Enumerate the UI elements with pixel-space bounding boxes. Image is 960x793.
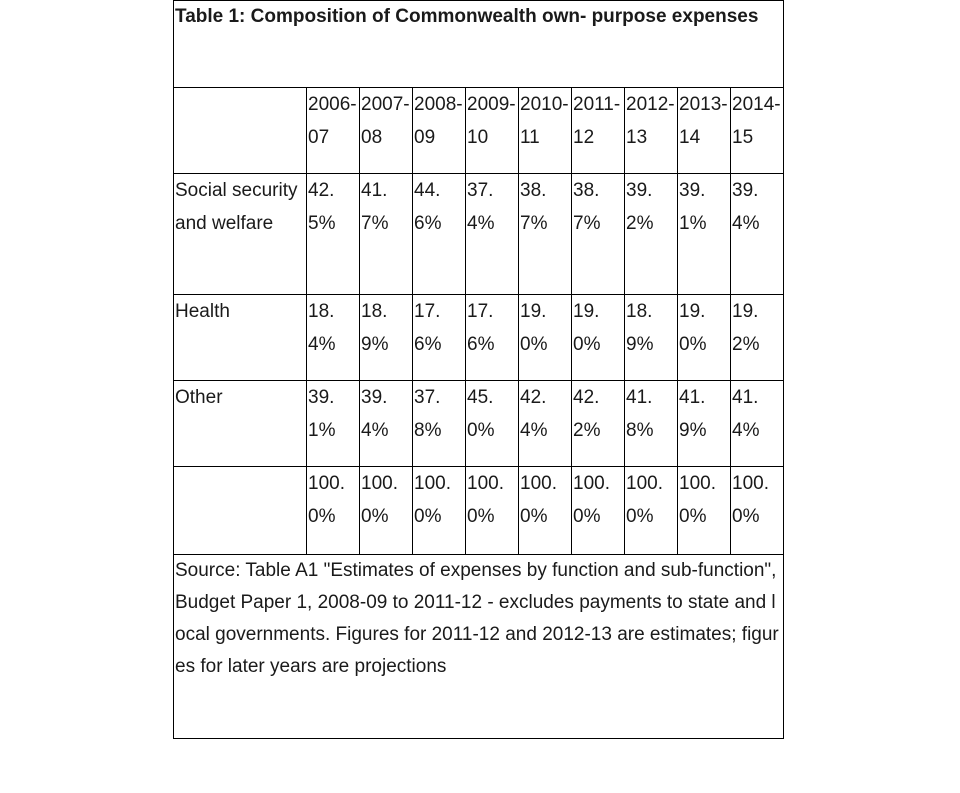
value-cell: 100.0% xyxy=(731,467,784,555)
value-cell: 41.4% xyxy=(731,381,784,467)
value-cell: 39.1% xyxy=(678,174,731,295)
value-cell: 100.0% xyxy=(413,467,466,555)
value-cell: 19.0% xyxy=(519,295,572,381)
value-cell: 19.0% xyxy=(678,295,731,381)
table-row-total xyxy=(174,467,784,555)
expenses-composition-table xyxy=(173,0,784,739)
row-label: Other xyxy=(174,381,307,467)
value-cell: 37.8% xyxy=(413,381,466,467)
table-row-other xyxy=(174,381,784,467)
row-label xyxy=(174,467,307,555)
row-label-text: Social security and welfare xyxy=(175,180,298,234)
year-header: 2006-07 xyxy=(307,88,360,174)
value-cell: 100.0% xyxy=(519,467,572,555)
value-cell: 17.6% xyxy=(413,295,466,381)
table-row-social-security xyxy=(174,174,784,295)
value-cell: 42.2% xyxy=(572,381,625,467)
value-cell: 19.0% xyxy=(572,295,625,381)
value-cell: 19.2% xyxy=(731,295,784,381)
year-header: 2013-14 xyxy=(678,88,731,174)
value-cell: 42.4% xyxy=(519,381,572,467)
value-cell: 100.0% xyxy=(466,467,519,555)
value-cell: 41.7% xyxy=(360,174,413,295)
value-cell: 100.0% xyxy=(678,467,731,555)
year-header-row xyxy=(174,88,784,174)
year-header: 2012-13 xyxy=(625,88,678,174)
year-header: 2008-09 xyxy=(413,88,466,174)
value-cell: 18.4% xyxy=(307,295,360,381)
table-title-row xyxy=(174,1,784,88)
value-cell: 38.7% xyxy=(572,174,625,295)
value-cell: 41.8% xyxy=(625,381,678,467)
row-label xyxy=(174,174,307,295)
value-cell: 100.0% xyxy=(625,467,678,555)
year-header: 2014-15 xyxy=(731,88,784,174)
year-header: 2011-12 xyxy=(572,88,625,174)
source-note: Source: Table A1 "Estimates of expenses by function and sub-function", Budget Paper 1, 2008-09 to 2011-12 - excludes payments to state and local governments. Figures for 2011-12 and 2012-13 are estimates; figures for later years are projections xyxy=(174,555,784,739)
table-row-health xyxy=(174,295,784,381)
value-cell: 100.0% xyxy=(307,467,360,555)
value-cell: 39.2% xyxy=(625,174,678,295)
value-cell: 39.4% xyxy=(731,174,784,295)
value-cell: 17.6% xyxy=(466,295,519,381)
year-header: 2009-10 xyxy=(466,88,519,174)
value-cell: 39.1% xyxy=(307,381,360,467)
value-cell: 37.4% xyxy=(466,174,519,295)
value-cell: 45.0% xyxy=(466,381,519,467)
year-header: 2007-08 xyxy=(360,88,413,174)
value-cell: 18.9% xyxy=(360,295,413,381)
value-cell: 100.0% xyxy=(572,467,625,555)
value-cell: 41.9% xyxy=(678,381,731,467)
value-cell: 38.7% xyxy=(519,174,572,295)
value-cell: 42.5% xyxy=(307,174,360,295)
year-header: 2010-11 xyxy=(519,88,572,174)
header-empty-cell xyxy=(174,88,307,174)
row-label: Health xyxy=(174,295,307,381)
value-cell: 39.4% xyxy=(360,381,413,467)
value-cell: 18.9% xyxy=(625,295,678,381)
source-row xyxy=(174,555,784,739)
value-cell: 44.6% xyxy=(413,174,466,295)
table-title: Table 1: Composition of Commonwealth own- purpose expenses xyxy=(174,1,784,88)
value-cell: 100.0% xyxy=(360,467,413,555)
